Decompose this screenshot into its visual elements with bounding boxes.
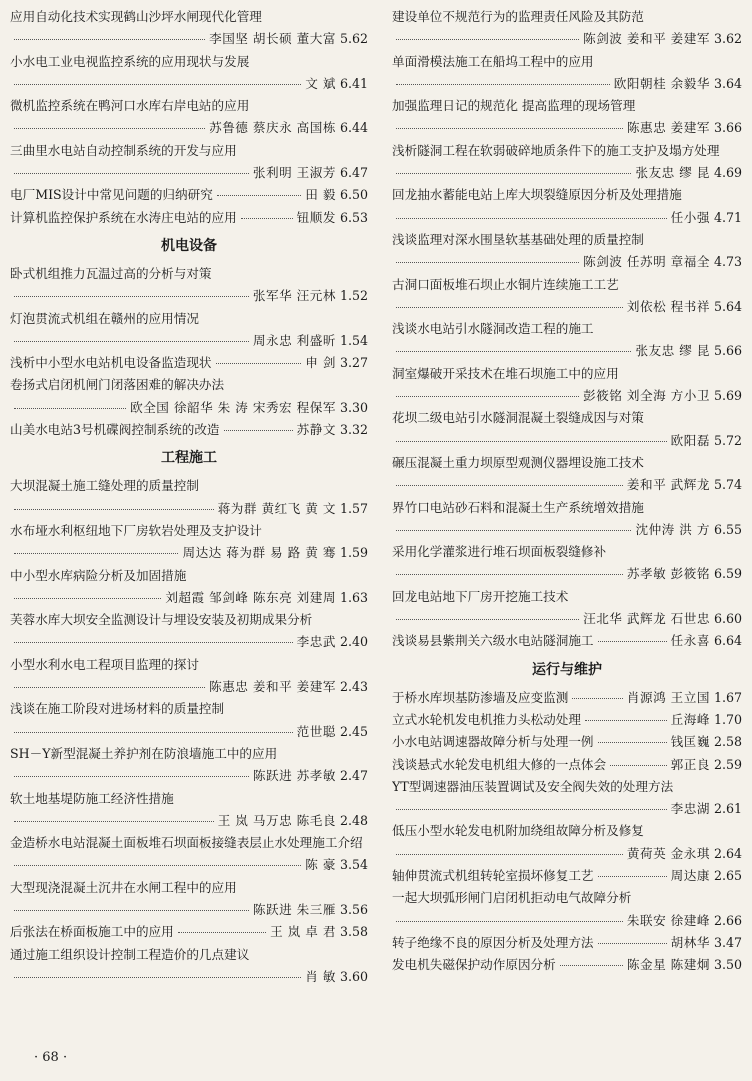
entry-page: 3.64	[713, 75, 742, 91]
entry-page: 1.63	[339, 589, 368, 605]
leader-dots	[14, 408, 126, 409]
entry-authors: 陈 豪	[305, 857, 336, 873]
entry-page: 4.73	[713, 254, 742, 270]
entry-author-line	[392, 296, 742, 318]
entry-title: 通过施工组织设计控制工程造价的几点建议	[10, 946, 250, 962]
entry-page: 2.65	[713, 867, 742, 883]
leader-dots	[560, 965, 623, 966]
section-heading: 机电设备	[161, 237, 217, 254]
entry-title: 水布垭水利枢纽地下厂房软岩处理及支护设计	[10, 522, 262, 538]
leader-dots	[14, 821, 214, 822]
leader-dots	[396, 351, 631, 352]
entry-title: 应用自动化技术实现鹤山沙坪水闸现代化管理	[10, 9, 262, 24]
entry-page: 2.43	[339, 679, 368, 695]
entry-authors: 胡林华	[670, 934, 710, 950]
entry-authors: 周永忠 利盛昕	[252, 332, 336, 348]
leader-dots	[14, 598, 161, 599]
leader-dots	[598, 742, 667, 743]
toc-entry	[392, 541, 742, 586]
entry-title: 芙蓉水库大坝安全监测设计与埋设安装及初期成果分析	[10, 612, 313, 628]
entry-author-line	[392, 73, 742, 95]
toc-entry	[10, 207, 368, 229]
entry-title: 卧式机组推力瓦温过高的分析与对策	[10, 265, 212, 281]
entry-page: 5.64	[713, 298, 742, 314]
entry-title: 低压小型水轮发电机附加绕组故障分析及修复	[392, 823, 644, 839]
entry-page: 1.70	[713, 711, 742, 727]
entry-authors: 申 剑	[305, 355, 336, 371]
leader-dots	[396, 809, 667, 810]
leader-dots	[14, 296, 249, 297]
toc-entry	[392, 754, 742, 776]
entry-author-line	[392, 709, 742, 731]
toc-entry	[392, 709, 742, 731]
entry-author-line	[392, 910, 742, 932]
entry-author-line	[10, 28, 368, 50]
entry-authors: 欧阳朝桂 余毅华	[613, 75, 710, 91]
entry-title: 浅析隧洞工程在软弱破碎地质条件下的施工支护及塌方处理	[392, 142, 720, 158]
leader-dots	[14, 910, 249, 911]
entry-author-line	[392, 731, 742, 753]
entry-author-line	[10, 330, 368, 352]
entry-author-line	[10, 285, 368, 307]
entry-page: 6.47	[339, 165, 368, 181]
entry-author-line	[10, 854, 368, 876]
section-heading: 工程施工	[161, 450, 217, 467]
entry-authors: 钱匡巍	[670, 734, 710, 750]
entry-authors: 钮顺发	[296, 209, 336, 225]
entry-page: 6.55	[713, 521, 742, 537]
entry-title: 浅谈监理对深水围垦软基基础处理的质量控制	[392, 231, 644, 247]
entry-author-line	[10, 899, 368, 921]
toc-entry	[10, 352, 368, 374]
entry-title: 卷扬式启闭机闸门闭落困难的解决办法	[10, 377, 225, 393]
entry-title: 于桥水库坝基防渗墙及应变监测	[392, 689, 569, 705]
entry-page: 2.58	[713, 734, 742, 750]
entry-title: 三曲里水电站自动控制系统的开发与应用	[10, 142, 237, 158]
entry-authors: 周达康	[670, 867, 710, 883]
entry-title: 加强监理日记的规范化 提高监理的现场管理	[392, 98, 636, 114]
entry-page: 1.57	[339, 500, 368, 516]
entry-author-line	[392, 430, 742, 452]
entry-page: 6.59	[713, 566, 742, 582]
entry-authors: 刘超霞 邹剑峰 陈东亮 刘建周	[165, 589, 336, 605]
entry-page: 3.50	[713, 957, 742, 973]
leader-dots	[14, 732, 293, 733]
entry-title: 大坝混凝土施工缝处理的质量控制	[10, 478, 199, 494]
entry-page: 2.64	[713, 845, 742, 861]
leader-dots	[396, 441, 667, 442]
entry-page: 3.62	[713, 31, 742, 47]
entry-authors: 田 毅	[305, 187, 336, 203]
toc-entry	[10, 51, 368, 96]
entry-title: 单面滑模法施工在船坞工程中的应用	[392, 53, 594, 69]
leader-dots	[598, 943, 667, 944]
entry-page: 1.59	[339, 545, 368, 561]
entry-title: 浅析中小型水电站机电设备监造现状	[10, 355, 212, 371]
toc-entry	[392, 6, 742, 51]
leader-dots	[14, 977, 301, 978]
entry-page: 2.59	[713, 756, 742, 772]
entry-author-line	[392, 932, 742, 954]
toc-entry	[392, 318, 742, 363]
section-heading: 运行与维护	[532, 661, 602, 678]
entry-title: 转子绝缘不良的原因分析及处理方法	[392, 934, 594, 950]
leader-dots	[396, 530, 631, 531]
entry-author-line	[10, 921, 368, 943]
leader-dots	[14, 39, 205, 40]
entry-author-line	[392, 117, 742, 139]
entry-title: 后张法在桥面板施工中的应用	[10, 924, 174, 940]
leader-dots	[396, 921, 623, 922]
entry-title: 浅谈在施工阶段对进场材料的质量控制	[10, 701, 225, 717]
entry-authors: 彭筱铭 刘全海 方小卫	[583, 388, 710, 404]
entry-author-line	[392, 754, 742, 776]
entry-title: SH－Y新型混凝土养护剂在防浪墙施工中的应用	[10, 745, 278, 761]
entry-author-line	[392, 954, 742, 976]
entry-author-line	[10, 966, 368, 988]
entry-page: 6.60	[713, 611, 742, 627]
leader-dots	[14, 509, 214, 510]
entry-author-line	[10, 419, 368, 441]
entry-authors: 沈仲涛 洪 方	[635, 521, 710, 537]
entry-authors: 李忠武	[296, 634, 336, 650]
entry-author-line	[10, 676, 368, 698]
entry-title: 金造桥水电站混凝土面板堆石坝面板接缝表层止水处理施工介绍	[10, 835, 363, 851]
leader-dots	[14, 128, 205, 129]
entry-author-line	[392, 843, 742, 865]
entry-page: 3.58	[339, 924, 368, 940]
entry-page: 3.32	[339, 422, 368, 438]
toc-entry	[10, 654, 368, 699]
entry-title: YT型调速器油压装置调试及安全阀失效的处理方法	[392, 778, 674, 794]
toc-entry	[10, 698, 368, 743]
entry-page: 1.52	[339, 288, 368, 304]
entry-author-line	[392, 630, 742, 652]
leader-dots	[396, 84, 610, 85]
entry-page: 3.56	[339, 901, 368, 917]
entry-page: 2.47	[339, 768, 368, 784]
leader-dots	[396, 39, 579, 40]
entry-title: 计算机监控保护系统在水涛庄电站的应用	[10, 209, 237, 225]
entry-title: 微机监控系统在鸭河口水库右岸电站的应用	[10, 98, 250, 114]
entry-author-line	[392, 563, 742, 585]
entry-title: 建设单位不规范行为的监理责任风险及其防范	[392, 9, 644, 24]
toc-entry	[392, 865, 742, 887]
entry-author-line	[392, 207, 742, 229]
toc-entry	[10, 921, 368, 943]
toc-entry	[10, 520, 368, 565]
toc-entry	[392, 731, 742, 753]
entry-title: 回龙电站地下厂房开挖施工技术	[392, 588, 569, 604]
leader-dots	[396, 574, 623, 575]
toc-entry	[10, 832, 368, 877]
toc-entry	[392, 407, 742, 452]
entry-authors: 陈剑波 任苏明 章福全	[583, 254, 710, 270]
entry-authors: 张军华 汪元林	[252, 288, 336, 304]
entry-authors: 蒋为群 黄红飞 黄 文	[217, 500, 336, 516]
entry-page: 2.61	[713, 801, 742, 817]
entry-author-line	[10, 397, 368, 419]
toc-entry	[10, 184, 368, 206]
entry-author-line	[392, 798, 742, 820]
entry-title: 界竹口电站砂石料和混凝土生产系统增效措施	[392, 499, 644, 515]
entry-title: 中小型水库病险分析及加固措施	[10, 567, 187, 583]
entry-author-line	[392, 687, 742, 709]
toc-entry	[392, 932, 742, 954]
entry-title: 一起大坝弧形闸门启闭机拒动电气故障分析	[392, 890, 632, 906]
leader-dots	[14, 553, 178, 554]
entry-page: 5.72	[713, 432, 742, 448]
entry-title: 大型现浇混凝土沉井在水闸工程中的应用	[10, 879, 237, 895]
entry-author-line	[10, 721, 368, 743]
entry-page: 5.69	[713, 388, 742, 404]
entry-title: 软土地基堤防施工经济性措施	[10, 790, 174, 806]
leader-dots	[396, 396, 579, 397]
entry-page: 3.30	[339, 399, 368, 415]
toc-entry	[392, 954, 742, 976]
entry-authors: 陈惠忠 姜建军	[626, 120, 710, 136]
entry-author-line	[392, 251, 742, 273]
leader-dots	[178, 932, 266, 933]
toc-entry	[10, 877, 368, 922]
entry-author-line	[10, 765, 368, 787]
entry-page: 4.71	[713, 209, 742, 225]
entry-page: 6.64	[713, 633, 742, 649]
leader-dots	[224, 430, 293, 431]
entry-title: 电厂MIS设计中常见问题的归纳研究	[10, 187, 213, 203]
entry-authors: 丘海峰	[670, 711, 710, 727]
entry-title: 古洞口面板堆石坝止水铜片连续施工工艺	[392, 276, 619, 292]
toc-entry	[392, 95, 742, 140]
entry-authors: 苏鲁德 蔡庆永 高国栋	[209, 120, 336, 136]
entry-authors: 周达达 蒋为群 易 路 黄 骞	[182, 545, 336, 561]
entry-page: 1.54	[339, 332, 368, 348]
entry-authors: 陈金星 陈建炯	[626, 957, 710, 973]
leader-dots	[14, 776, 249, 777]
toc-entry	[392, 820, 742, 865]
toc-right-column	[392, 6, 742, 976]
entry-title: 回龙抽水蓄能电站上库大坝裂缝原因分析及处理措施	[392, 187, 682, 203]
entry-page: 5.66	[713, 343, 742, 359]
entry-author-line	[392, 28, 742, 50]
leader-dots	[585, 720, 667, 721]
entry-author-line	[10, 587, 368, 609]
entry-authors: 王 岚 卓 君	[270, 924, 336, 940]
entry-authors: 朱联安 徐建峰	[626, 912, 710, 928]
leader-dots	[396, 619, 579, 620]
entry-authors: 肖 敏	[305, 968, 336, 984]
page-number: · 68 ·	[34, 1050, 68, 1065]
leader-dots	[14, 341, 249, 342]
entry-page: 2.66	[713, 912, 742, 928]
toc-entry	[392, 776, 742, 821]
leader-dots	[14, 642, 293, 643]
toc-entry	[10, 475, 368, 520]
entry-title: 小水电工业电视监控系统的应用现状与发展	[10, 53, 250, 69]
entry-author-line	[10, 73, 368, 95]
entry-page: 2.48	[339, 812, 368, 828]
leader-dots	[598, 876, 667, 877]
leader-dots	[396, 218, 667, 219]
entry-title: 小水电站调速器故障分析与处理一例	[392, 734, 594, 750]
entry-author-line	[10, 542, 368, 564]
entry-authors: 陈剑波 姜和平 姜建军	[583, 31, 710, 47]
entry-authors: 苏孝敏 彭筱铭	[626, 566, 710, 582]
toc-entry	[10, 95, 368, 140]
entry-page: 3.27	[339, 355, 368, 371]
entry-page: 5.62	[339, 31, 368, 47]
entry-author-line	[10, 810, 368, 832]
entry-authors: 陈惠忠 姜和平 姜建军	[209, 679, 336, 695]
leader-dots	[217, 195, 301, 196]
leader-dots	[396, 262, 579, 263]
toc-entry	[392, 274, 742, 319]
entry-authors: 李忠湖	[670, 801, 710, 817]
toc-entry	[392, 630, 742, 652]
entry-author-line	[10, 162, 368, 184]
leader-dots	[396, 854, 623, 855]
toc-entry	[10, 6, 368, 51]
entry-authors: 任永喜	[670, 633, 710, 649]
entry-title: 立式水轮机发电机推力头松动处理	[392, 711, 581, 727]
toc-entry	[392, 184, 742, 229]
entry-authors: 王 岚 马万忠 陈毛良	[217, 812, 336, 828]
entry-title: 碾压混凝土重力坝原型观测仪器埋设施工技术	[392, 454, 644, 470]
toc-entry	[10, 609, 368, 654]
leader-dots	[396, 307, 623, 308]
leader-dots	[610, 765, 667, 766]
leader-dots	[14, 865, 301, 866]
entry-page: 2.40	[339, 634, 368, 650]
entry-title: 浅谈易县紫荆关六级水电站隧洞施工	[392, 633, 594, 649]
entry-authors: 汪北华 武辉龙 石世忠	[583, 611, 710, 627]
toc-entry	[10, 263, 368, 308]
entry-authors: 范世聪	[296, 723, 336, 739]
entry-page: 1.67	[713, 689, 742, 705]
leader-dots	[14, 687, 205, 688]
toc-entry	[392, 586, 742, 631]
leader-dots	[396, 173, 631, 174]
entry-authors: 黄荷英 金永琪	[626, 845, 710, 861]
leader-dots	[241, 218, 293, 219]
entry-title: 灯泡贯流式机组在赣州的应用情况	[10, 310, 199, 326]
entry-title: 洞室爆破开采技术在堆石坝施工中的应用	[392, 365, 619, 381]
leader-dots	[14, 84, 301, 85]
toc-entry	[10, 944, 368, 989]
toc-entry	[392, 887, 742, 932]
leader-dots	[598, 641, 667, 642]
entry-authors: 张友忠 缪 昆	[635, 343, 710, 359]
entry-authors: 郭正良	[670, 756, 710, 772]
entry-page: 4.69	[713, 165, 742, 181]
entry-page: 6.41	[339, 75, 368, 91]
leader-dots	[572, 698, 623, 699]
entry-title: 浅谈水电站引水隧洞改造工程的施工	[392, 321, 594, 337]
entry-title: 小型水利水电工程项目监理的探讨	[10, 656, 199, 672]
entry-author-line	[392, 385, 742, 407]
entry-author-line	[392, 608, 742, 630]
entry-page: 2.45	[339, 723, 368, 739]
entry-author-line	[10, 631, 368, 653]
entry-author-line	[10, 352, 368, 374]
entry-authors: 欧阳磊	[670, 432, 710, 448]
entry-page: 3.60	[339, 968, 368, 984]
entry-author-line	[392, 340, 742, 362]
entry-authors: 欧全国 徐韶华 朱 涛 宋秀宏 程保军	[130, 399, 336, 415]
toc-entry	[10, 788, 368, 833]
entry-authors: 李国坚 胡长硕 董大富	[209, 31, 336, 47]
entry-title: 花坝二级电站引水隧洞混凝土裂缝成因与对策	[392, 410, 644, 426]
entry-author-line	[10, 498, 368, 520]
entry-page: 3.54	[339, 857, 368, 873]
entry-authors: 任小强	[670, 209, 710, 225]
toc-entry	[392, 229, 742, 274]
toc-left-column	[10, 6, 368, 988]
entry-page: 3.47	[713, 934, 742, 950]
entry-authors: 张利明 王淑芳	[252, 165, 336, 181]
entry-page: 3.66	[713, 120, 742, 136]
toc-entry	[392, 363, 742, 408]
entry-page: 6.53	[339, 209, 368, 225]
entry-page: 5.74	[713, 477, 742, 493]
toc-entry	[10, 743, 368, 788]
toc-entry	[392, 452, 742, 497]
entry-authors: 苏静文	[296, 422, 336, 438]
toc-entry	[392, 140, 742, 185]
entry-title: 浅谈悬式水轮发电机组大修的一点体会	[392, 756, 607, 772]
entry-authors: 陈跃进 朱三雁	[252, 901, 336, 917]
entry-page: 6.50	[339, 187, 368, 203]
entry-authors: 文 斌	[305, 75, 336, 91]
entry-authors: 肖源鸿 王立国	[626, 689, 710, 705]
leader-dots	[216, 363, 302, 364]
leader-dots	[396, 485, 623, 486]
toc-entry	[10, 419, 368, 441]
entry-author-line	[392, 474, 742, 496]
leader-dots	[14, 173, 249, 174]
toc-entry	[10, 308, 368, 353]
entry-author-line	[392, 519, 742, 541]
entry-title: 轴伸贯流式机组转轮室损坏修复工艺	[392, 867, 594, 883]
entry-page: 6.44	[339, 120, 368, 136]
toc-entry	[392, 497, 742, 542]
entry-authors: 陈跃进 苏孝敏	[252, 768, 336, 784]
entry-author-line	[392, 162, 742, 184]
leader-dots	[396, 128, 623, 129]
entry-authors: 姜和平 武辉龙	[626, 477, 710, 493]
toc-entry	[10, 140, 368, 185]
entry-author-line	[10, 207, 368, 229]
entry-title: 山美水电站3号机碟阀控制系统的改造	[10, 422, 220, 438]
entry-authors: 刘依松 程书祥	[626, 298, 710, 314]
entry-author-line	[392, 865, 742, 887]
entry-title: 发电机失磁保护动作原因分析	[392, 957, 556, 973]
entry-authors: 张友忠 缪 昆	[635, 165, 710, 181]
entry-author-line	[10, 184, 368, 206]
entry-title: 采用化学灌浆进行堆石坝面板裂缝修补	[392, 544, 607, 560]
toc-entry	[10, 565, 368, 610]
toc-entry	[10, 374, 368, 419]
toc-entry	[392, 687, 742, 709]
entry-author-line	[10, 117, 368, 139]
toc-entry	[392, 51, 742, 96]
